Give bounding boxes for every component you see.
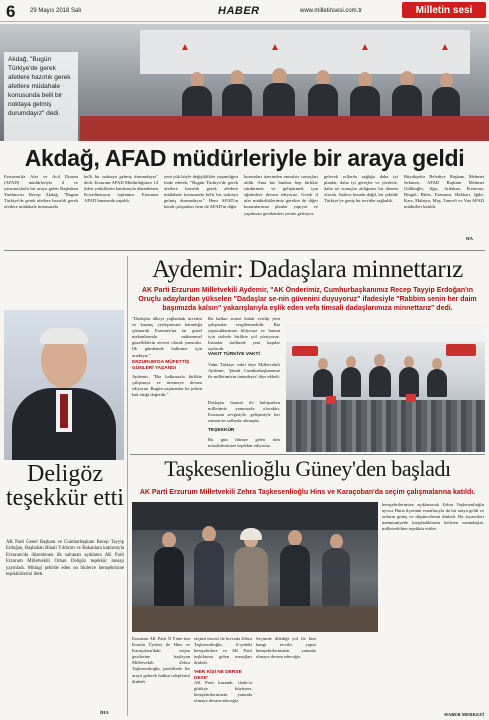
article-column: gelecek yıllarda sağlığa daha iyi planlar, daha iyi gereçler ve yönlerle, daha iyi sonuçlar aldığımız bir dönem olacak. Sadece burada değil, bir şekilde Türkiye'ye geniş bir tecrübe sağladık. <box>324 174 398 204</box>
article-column: kurumları üzerinden emsalsiz sonuçları aldık. Ama biz bunları hep birlikte sürdürmek ve geliştirmek için eğitimlere devam ediyoruz. Gerek il afet müdürlüklerimiz gerekse de diğer kurumlarımız planlar yapıyor ve yapılması gerekenleri yerine getiriyor. <box>244 174 318 216</box>
page-header <box>0 0 489 22</box>
subheading: VAKIT TÜRKİYE VAKTİ <box>208 352 260 357</box>
page-number: 6 <box>6 2 16 21</box>
subheading: 'HER KİŞİ NE DERSE DESE' <box>194 670 242 681</box>
story-byline: HABER MERKEZİ <box>444 712 484 717</box>
article-column: "Dadaşlar ülkeyi yağlanladı ücretini ve kazanç yerleşmesini karanlığa çıkararak Erzurum'un en güzel mekanlarında mükemmel güzelliklerin zirvesi olarak yansıtılır. İlk gündemde halkımız için oradayız." <box>132 316 202 358</box>
section-name: HABER <box>218 5 260 17</box>
afad-banner-icon: ▲ <box>180 42 190 53</box>
article-column: Vakit Türkiye vakti diye Milletvekili Aydemir, 'Şimdi Cumhurbaşkanımız ile milletimizin önündeyiz' diye ekledi. <box>208 362 280 380</box>
campaign-visit-photo <box>132 502 378 632</box>
section-divider <box>4 250 485 251</box>
article-column: Büyükşehir Belediye Başkanı Mehmet Sekmen, AFAD Başkanı Mehmet Güllüoğlu, Ağrı, Ardahan, Erzincan, Bingöl, Bitlis, Erzurum, Hakkari, Iğdır, Kars, Malatya, Muş, Tunceli ve Van AFAD müdürleri katıldı. <box>404 174 484 210</box>
side-headline: Deligöz teşekkür etti <box>6 461 124 511</box>
article-column: AK Parti kazandı, ifade-si gittikçe büyüyen, hemşehrilerimizin yanında olmaya devam edeceğiz. <box>194 680 252 704</box>
story-headline-taskesenlioglu: Taşkesenlioğlu Güney'den başladı <box>164 456 451 481</box>
story-deck: AK Parti Erzurum Milletvekili Zehra Taşkesenlioğlu Hins ve Karaçoban'da seçim çalışmalarına katıldı. <box>139 489 476 496</box>
article-column: Bu halkın sesine kulak verilip yeni çalışmalar sergilenmelidir. Biz yapacaklarımızı biliyoruz ve bunun için sizlerle birlikte yol yürüyoruz. İnsanlar tarihinde yeni kapılar açılacak. <box>208 316 280 352</box>
afad-meeting-photo <box>0 24 489 141</box>
rally-crowd-photo <box>286 324 485 452</box>
article-column: yeni yük böyle değişiklikler yaşandığını ifade ederek, "Bugün Türkiye'de gerek afetlere hazırlık gerek afetlere müdahale konusunda belli bir noktaya gelmiş durumdayız." Hem AFAD'ın kendi çalışanları hem de AFAD'ın diğer <box>164 174 238 210</box>
subheading: ERZURUM'DA MÜFETTİŞ GÜNLERİ YAŞANDI <box>132 360 190 371</box>
article-column: Aydemir, "Biz halkımızla birlikte çalışmaya ve üretmeye devam ediyoruz. Bugün yaşananlar bu şehrin hak ettiği değerdir." <box>132 374 202 398</box>
article-column: Dadaşlar hizmet ile buluşurken milletimiz yanımızda olacaktır. Erzurum sevgisiyle, gelişimiyle her zaman ön saflarda olmuştur. <box>208 400 280 424</box>
story-deck: AK Parti Erzurum Milletvekili Aydemir, "AK Önderimiz, Cumhurbaşkanımız Recep Tayyip Erdoğan'ın Oruçlu adaylardan yükselen "Dadaşlar se-nin güvenini duyuyoruz" ifadesiyle "Rabbim senin her daim başımızda kalsın" yakarışlarıyla eşlik eden vefa timsali dadaşlarımıza minnettarız" dedi. <box>138 287 477 312</box>
website-link[interactable]: www.milletinsesi.com.tr <box>300 8 363 14</box>
issue-date: 29 Mayıs 2018 Salı <box>30 8 82 14</box>
afad-banner-icon: ▲ <box>270 42 280 53</box>
afad-banner-icon: ▲ <box>440 42 450 53</box>
meeting-table <box>80 116 489 141</box>
byline: HA <box>466 236 473 241</box>
afad-banner-icon: ▲ <box>360 42 370 53</box>
newspaper-logo: Milletin sesi <box>402 2 486 18</box>
subheading: TEŞEKKÜR <box>208 428 235 433</box>
article-column: Erzurum AK Parti İl Yöne-tim Kurulu Üyeleri ile Hins ve Karaçoban'daki seçim gezilerine başlayan Milletvekili Zehra Taşkesenlioğlu, partililerle bir araya gelerek halkın taleplerini dinledi. <box>132 636 190 684</box>
photo-caption: Akdağ, "Bugün Türkiye'de gerek afetlere hazırlık gerek afetlere müdahale konusunda belli bir noktaya gelmiş durumdayız" dedi. <box>4 52 78 141</box>
story-headline-aydemir: Aydemir: Dadaşlara minnettarız <box>152 256 463 283</box>
article-column: hemşehrilerimize açıklanacak Zehra Taşkesenlioğlu ayrıca Hınıs ilçesinin esnaflarıyla da bir araya geldi ve onların görüş ve düşüncelerini dinledi. Bu ziyaretleri memnuniyetle karşıladıklarını belirten vatandaşlar, milletvekiline teşekkür ettiler. <box>382 502 484 532</box>
article-column: belli bir noktaya gelmiş durumdayız" dedi. Erzurum AFAD Müdürlüğünce 14 ilden yetkililerin katılımıyla düzenlenen Koordinasyon toplantısı Erzurum AFAD binasında yapıldı. <box>84 174 158 204</box>
article-column: Bu gün ilimize gelen tüm misafirlerimize teşekkür ediyoruz. <box>208 437 280 449</box>
section-divider <box>130 454 485 455</box>
column-divider <box>127 256 128 716</box>
deligoz-portrait <box>4 310 124 460</box>
article-column: Seçimde dilediği yol ile kim hangi tercihi yapsa hemşehrilerimizin yanında olmaya devam edeceğiz. <box>256 636 316 660</box>
story-headline-akdag: Akdağ, AFAD müdürleriyle bir araya geldi <box>24 145 465 171</box>
side-byline: İHA <box>100 710 109 715</box>
side-article: AK Parti Genel Başkanı ve Cumhurbaşkanı Recep Tayyip Erdoğan, Başbakan Binali Yıldırım ve Bakanlara katılımıyla Erzurum'da düzenlenen ilk saltanatı açıklama AK Parti Erzurum Milletvekili Orhan Deligöz teşekkür mesajı yayınladı. Mitingi şehirde eden on binlerce hemşehrisine teşekkürlerini iletti. <box>6 540 124 578</box>
article-column: Erzurum'da Afet ve Acil Durum (AFAD) müdürleriyle il ve yatırımcılarla bir araya gelen Başbakan Yardımcısı Recep Akdağ, "Bugün Türkiye'de gerek afetlere hazırlık gerek afetlere müdahale konusunda <box>4 174 78 210</box>
article-column: seçimi öncesi ile bu-rada Zehra Taşkesenlioğlu, il-çedeki hemşehrilere ve AK Parti teşkilatına gelen mesajları dinledi. <box>194 636 252 666</box>
